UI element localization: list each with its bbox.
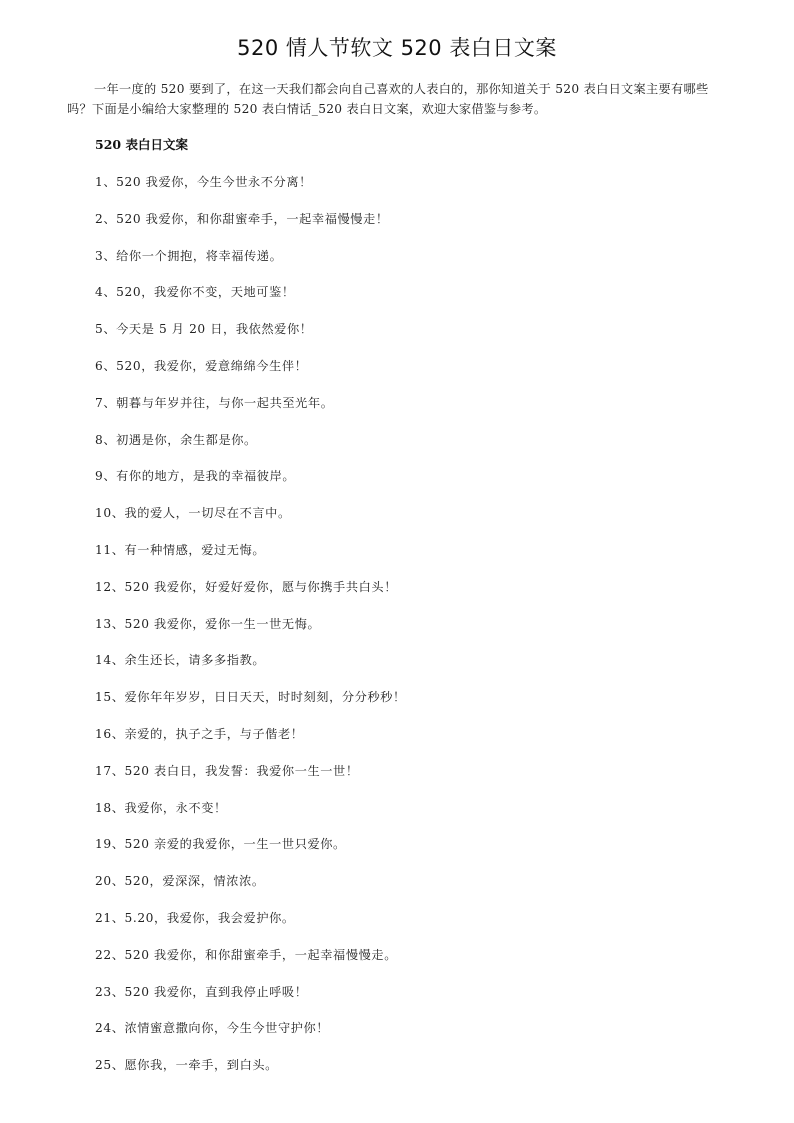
quote-list xyxy=(95,172,735,1092)
list-item: 4、520，我爱你不变，天地可鉴！ xyxy=(95,285,295,300)
list-item: 13、520 我爱你，爱你一生一世无悔。 xyxy=(95,616,321,631)
list-item: 23、520 我爱你，直到我停止呼吸！ xyxy=(95,984,308,999)
list-item: 17、520 表白日，我发誓：我爱你一生一世！ xyxy=(95,763,359,778)
list-item: 12、520 我爱你，好爱好爱你，愿与你携手共白头！ xyxy=(95,579,397,594)
list-item: 1、520 我爱你，今生今世永不分离！ xyxy=(95,175,312,189)
section-heading: 520 表白日文案 xyxy=(95,137,188,152)
list-item: 8、初遇是你，余生都是你。 xyxy=(95,432,257,447)
list-item: 3、给你一个拥抱，将幸福传递。 xyxy=(95,248,283,263)
list-item: 19、520 亲爱的我爱你，一生一世只爱你。 xyxy=(95,837,346,852)
document-title: 520 情人节软文 520 表白日文案 xyxy=(237,36,557,60)
list-item: 21、5.20，我爱你，我会爱护你。 xyxy=(95,910,295,925)
list-item: 16、亲爱的，执子之手，与子偕老！ xyxy=(95,726,304,741)
list-item: 24、浓情蜜意撒向你，今生今世守护你！ xyxy=(95,1021,330,1036)
list-item: 15、爱你年年岁岁，日日天天，时时刻刻，分分秒秒！ xyxy=(95,690,406,705)
list-item: 20、520，爱深深，情浓浓。 xyxy=(95,874,265,889)
list-item: 7、朝暮与年岁并往，与你一起共至光年。 xyxy=(95,395,334,410)
list-item: 22、520 我爱你，和你甜蜜牵手，一起幸福慢慢走。 xyxy=(95,947,397,962)
list-item: 11、有一种情感，爱过无悔。 xyxy=(95,542,266,557)
list-item: 6、520，我爱你，爱意绵绵今生伴！ xyxy=(95,358,308,373)
list-item: 25、愿你我，一牵手，到白头。 xyxy=(95,1058,278,1073)
list-item: 18、我爱你，永不变！ xyxy=(95,800,227,815)
list-item: 14、余生还长，请多多指教。 xyxy=(95,653,266,668)
list-item: 10、我的爱人，一切尽在不言中。 xyxy=(95,506,291,521)
list-item: 9、有你的地方，是我的幸福彼岸。 xyxy=(95,469,296,484)
list-item: 2、520 我爱你，和你甜蜜牵手，一起幸福慢慢走！ xyxy=(95,211,389,226)
list-item: 5、今天是 5 月 20 日，我依然爱你！ xyxy=(95,322,313,337)
intro-paragraph: 一年一度的 520 要到了，在这一天我们都会向自己喜欢的人表白的，那你知道关于 520 表白日文案主要有哪些吗？下面是小编给大家整理的 520 表白情话_520 表白日文案，欢迎大家借鉴与参考。 xyxy=(67,82,709,116)
